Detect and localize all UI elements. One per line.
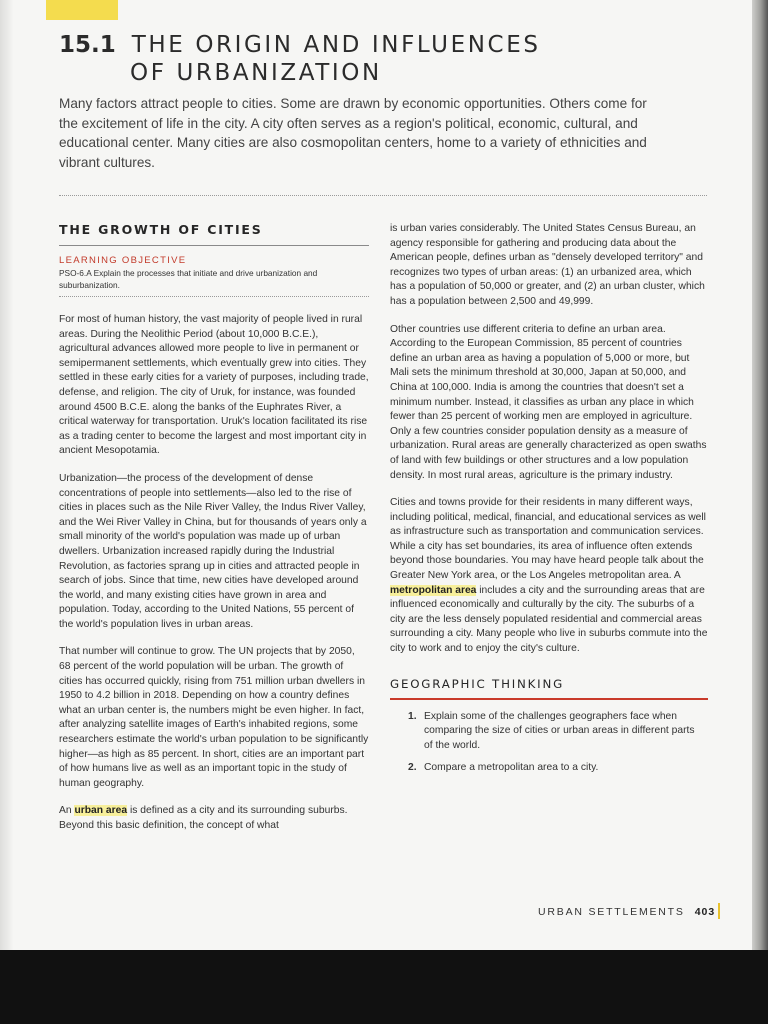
question-list: [390, 710, 708, 776]
title-line-1: THE ORIGIN AND INFLUENCES: [131, 32, 541, 58]
key-term-metropolitan-area: metropolitan area: [390, 584, 477, 596]
geographic-thinking-rule: [390, 698, 708, 700]
section-number: 15.1: [59, 32, 116, 58]
learning-objective-label: LEARNING OBJECTIVE: [59, 255, 187, 266]
learning-objective-divider: [59, 296, 369, 297]
footer-tick: [718, 903, 720, 919]
section-title: THE GROWTH OF CITIES: [59, 222, 263, 237]
page-footer: [538, 906, 715, 918]
body-paragraph: Other countries use different criteria to define an urban area. According to the European Commission, 85 percent of countries define an urban area as having a population of 5,000 or more, but Mali sets the minimum threshold at 30,000, Japan at 50,000, and China at 100,000. India is among the countries that doesn't set a minimum number. Instead, it classifies as urban any place in which fewer than 25 percent of working men are employed in agriculture. Only a few countries consider population density as a measure of urbanization. Rural areas are generally characterized as open swaths of land with few buildings or other structures and a low population density. In most rural areas, agriculture is the primary industry.: [390, 323, 707, 481]
text-run: includes a city and the surrounding areas that are influenced economically and culturally by the city. The suburbs of a city are the less densely populated residential and commercial areas surrounding a city. Many people who live in suburbs commute into the city to work and to enjoy the city's culture.: [390, 584, 708, 655]
learning-objective-code: PSO-6.A: [59, 268, 92, 278]
question-number: 1.: [408, 710, 417, 722]
footer-section-label: URBAN SETTLEMENTS: [538, 906, 685, 918]
text-run: is defined as a city and its surrounding suburbs. Beyond this basic definition, the concept of what: [59, 805, 348, 831]
geographic-thinking-box: [390, 677, 708, 776]
left-paragraphs: [59, 313, 369, 834]
right-paragraphs: [390, 222, 708, 657]
body-paragraph: [390, 496, 708, 657]
right-column: [390, 222, 708, 776]
question-text: Compare a metropolitan area to a city.: [424, 762, 599, 774]
scan-background: [0, 950, 768, 1024]
learning-objective: [59, 268, 369, 291]
question-number: 2.: [408, 762, 417, 774]
question-text: Explain some of the challenges geographers face when comparing the size of cities or urban areas in different parts of the world.: [424, 710, 695, 751]
intro-paragraph: Many factors attract people to cities. Some are drawn by economic opportunities. Others come for the excitement of life in the city. A city often serves as a region's political, economic, cultural, and educational center. Many cities are also cosmopolitan centers, home to a variety of ethnicities and vibrant cultures.: [59, 96, 647, 170]
body-paragraph: That number will continue to grow. The UN projects that by 2050, 68 percent of the world population will be urban. The growth of cities has occurred quickly, rising from 751 million urban dwellers in 1950 to 4.2 billion in 2018. Depending on how a country defines what an urban center is, the numbers might be even higher. In fact, after analyzing satellite images of Earth's inhabited regions, some researchers estimate the world's urban population to be significantly higher—as high as 85 percent. In short, cities are an important part of how humans live as well as an important topic in the study of human geography.: [59, 646, 369, 789]
section-rule: [59, 245, 369, 246]
body-paragraph: [59, 804, 369, 833]
page-edge: [752, 0, 768, 950]
body-paragraph: For most of human history, the vast majority of people lived in rural areas. During the Neolithic Period (about 10,000 B.C.E.), agricultural advances allowed more people to live in permanent or semipermanent settlements, which eventually grew into cities. They settled in these early cities for a variety of purposes, including trade, defense, and religion. The city of Uruk, for instance, was founded around 4500 B.C.E. along the banks of the Euphrates River, a critical waterway for transportation. Uruk's location facilitated its rise as a trading center to become the largest and most important city in ancient Mesopotamia.: [59, 314, 369, 457]
body-paragraph: is urban varies considerably. The United States Census Bureau, an agency responsible for gathering and producing data about the American people, defines urban as "densely developed territory" and recognizes two types of urban areas: (1) an urbanized area, which has a population of 50,000 or greater, and (2) an urban cluster, which has a population between 2,500 and 49,999.: [390, 223, 705, 307]
geographic-thinking-title: GEOGRAPHIC THINKING: [390, 676, 565, 691]
chapter-title: [59, 31, 541, 87]
title-line-2: OF URBANIZATION: [130, 60, 382, 86]
key-term-urban-area: urban area: [74, 805, 128, 817]
chapter-tab: [46, 0, 118, 20]
text-run: Cities and towns provide for their residents in many different ways, including political, medical, financial, and educational services as well as infrastructure such as transportation and communication services. While a city has set boundaries, its area of influence often extends beyond those boundaries. You may have heard people talk about the Greater New York area, or the Los Angeles metropolitan area. A: [390, 497, 706, 582]
learning-objective-text: Explain the processes that initiate and drive urbanization and suburbanization.: [59, 268, 318, 290]
spine-shadow: [0, 0, 14, 950]
body-paragraph: Urbanization—the process of the development of dense concentrations of people into settlements—also led to the rise of cities in places such as the Nile River Valley, the Indus River Valley, and the Wei River Valley in China, but for thousands of years only a small minority of the world's population was made up of urban dwellers. Urbanization increased rapidly during the Industrial Revolution, as factories sprang up in cities and attracted people in search of jobs. Since that time, new cities have developed around the world, and many existing cities have grown in area and population. Today, according to the United Nations, 55 percent of the world's population lives in urban areas.: [59, 472, 367, 630]
text-run: An: [59, 805, 75, 817]
page-number: 403: [694, 906, 716, 918]
question-item: [390, 761, 708, 776]
question-item: [390, 710, 708, 754]
header-divider: [59, 195, 707, 196]
left-column: [59, 222, 369, 834]
